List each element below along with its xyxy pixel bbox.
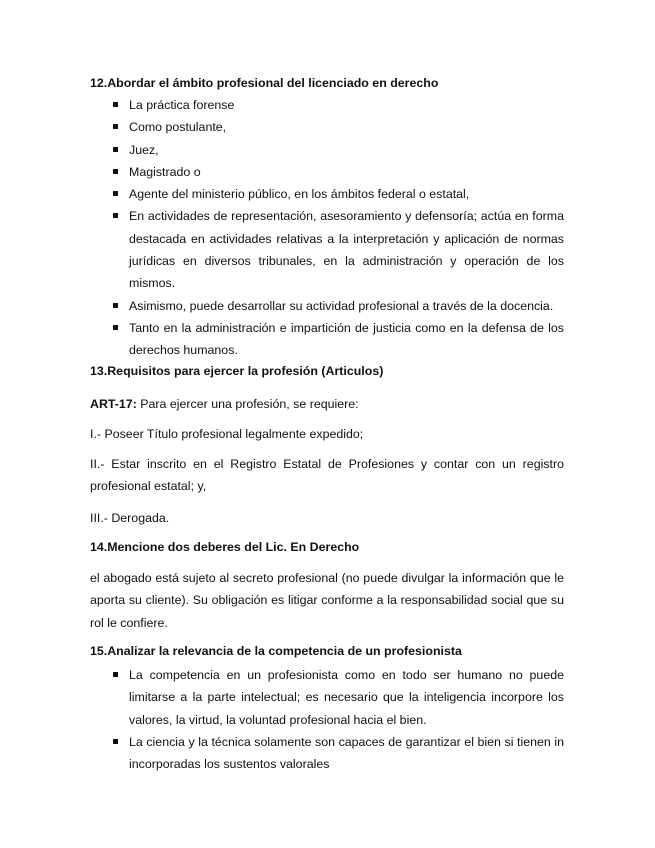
- list-item: Juez,: [90, 139, 564, 161]
- section-15-list: [90, 664, 564, 775]
- bullet-icon: [113, 191, 118, 196]
- bullet-icon: [113, 739, 118, 744]
- article-17-line: [90, 397, 359, 411]
- section-15-heading: 15.Analizar la relevancia de la competencia de un profesionista: [90, 644, 462, 658]
- requirement-1: I.- Poseer Título profesional legalmente expedido;: [90, 427, 364, 441]
- list-item: Tanto en la administración e impartición de justicia como en la defensa de los derechos humanos.: [90, 317, 564, 362]
- bullet-icon: [113, 213, 118, 218]
- bullet-icon: [113, 169, 118, 174]
- section-14-heading: 14.Mencione dos deberes del Lic. En Derecho: [90, 540, 360, 554]
- list-item: La práctica forense: [90, 94, 564, 116]
- requirement-3: III.- Derogada.: [90, 511, 170, 525]
- bullet-icon: [113, 325, 118, 330]
- list-item: La competencia en un profesionista como en todo ser humano no puede limitarse a la parte intelectual; es necesario que la inteligencia incorpore los valores, la virtud, la voluntad profesional hacia el bien.: [90, 664, 564, 731]
- list-item: Magistrado o: [90, 161, 564, 183]
- bullet-icon: [113, 303, 118, 308]
- bullet-icon: [113, 124, 118, 129]
- section-14-paragraph: el abogado está sujeto al secreto profesional (no puede divulgar la información que le aporta su cliente). Su obligación es litigar conforme a la responsabilidad social que su rol le confiere.: [90, 571, 564, 630]
- bullet-icon: [113, 672, 118, 677]
- list-item: Como postulante,: [90, 116, 564, 138]
- article-label: ART-17:: [90, 397, 137, 411]
- requirement-2: II.- Estar inscrito en el Registro Estatal de Profesiones y contar con un registro profesional estatal; y,: [90, 457, 564, 494]
- list-item: En actividades de representación, asesoramiento y defensoría; actúa en forma destacada en actividades relativas a la interpretación y aplicación de normas jurídicas en diversos tribunales, en la administración y operación de los mismos.: [90, 205, 564, 294]
- article-text: Para ejercer una profesión, se requiere:: [136, 397, 359, 411]
- list-item: La ciencia y la técnica solamente son capaces de garantizar el bien si tienen in incorporadas los sustentos valorales: [90, 731, 564, 776]
- section-12-heading: 12.Abordar el ámbito profesional del licenciado en derecho: [90, 76, 439, 90]
- bullet-icon: [113, 147, 118, 152]
- bullet-icon: [113, 102, 118, 107]
- section-12-list: [90, 94, 564, 362]
- list-item: Asimismo, puede desarrollar su actividad profesional a través de la docencia.: [90, 295, 564, 317]
- section-13-heading: 13.Requisitos para ejercer la profesión (Articulos): [90, 364, 384, 378]
- list-item: Agente del ministerio público, en los ámbitos federal o estatal,: [90, 183, 564, 205]
